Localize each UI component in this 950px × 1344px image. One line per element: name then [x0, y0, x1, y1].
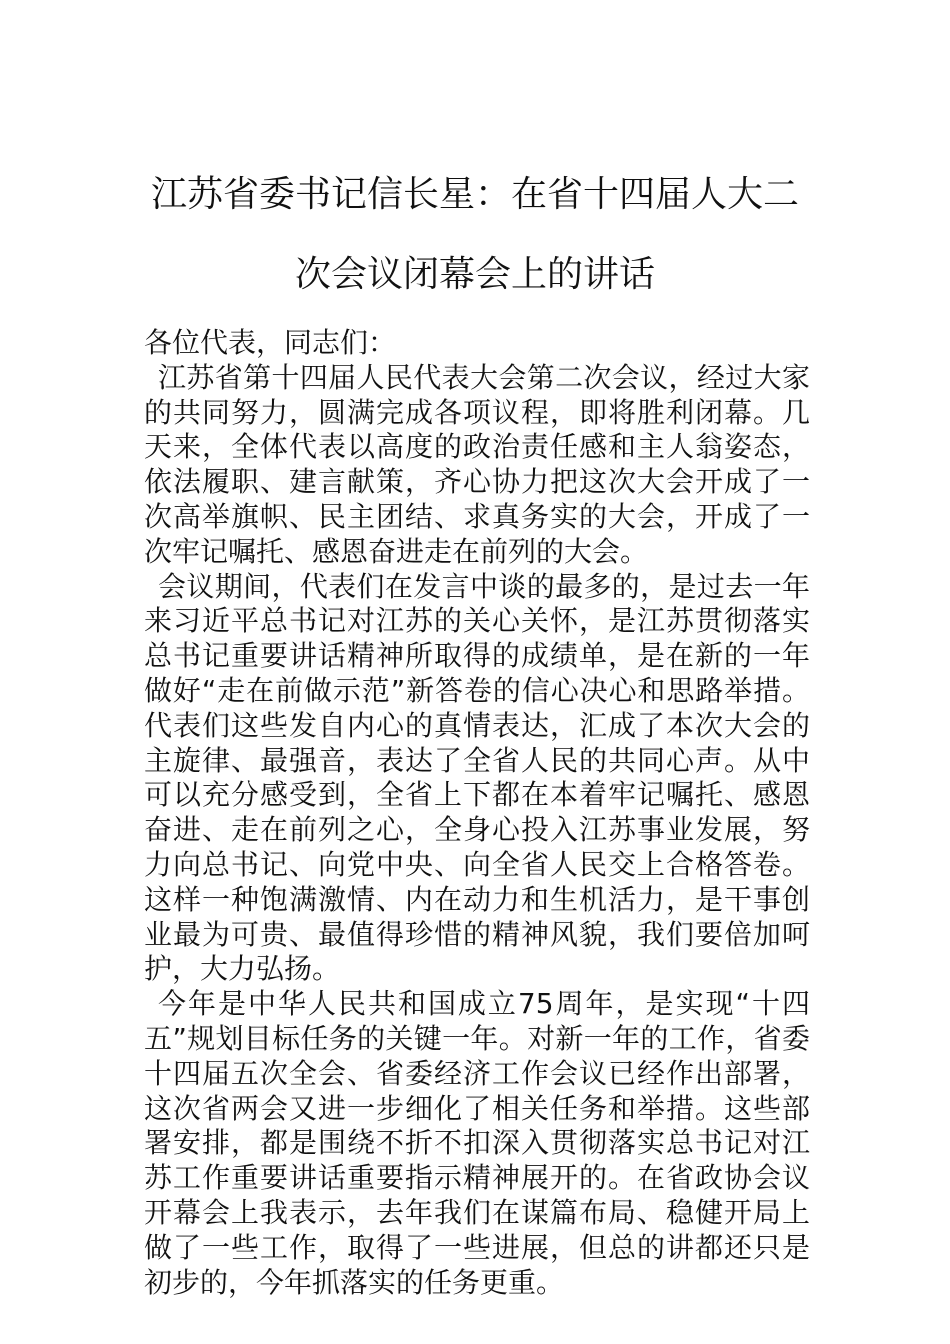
paragraph-1: 江苏省第十四届人民代表大会第二次会议，经过大家的共同努力，圆满完成各项议程，即将胜利闭幕。几天来，全体代表以高度的政治责任感和主人翁姿态，依法履职、建言献策，齐心协力把这次大会开成了一次高举旗帜、民主团结、求真务实的大会，开成了一次牢记嘱托、感恩奋进走在前列的大会。 — [144, 360, 810, 568]
document-body — [144, 326, 810, 1300]
page-title: 江苏省委书记信长星：在省十四届人大二次会议闭幕会上的讲话 — [150, 174, 799, 295]
paragraph-2: 会议期间，代表们在发言中谈的最多的，是过去一年来习近平总书记对江苏的关心关怀，是江苏贯彻落实总书记重要讲话精神所取得的成绩单，是在新的一年做好“走在前做示范”新答卷的信心决心和思路举措。代表们这些发自内心的真情表达，汇成了本次大会的主旋律、最强音，表达了全省人民的共同心声。从中可以充分感受到，全省上下都在本着牢记嘱托、感恩奋进、走在前列之心，全身心投入江苏事业发展，努力向总书记、向党中央、向全省人民交上合格答卷。这样一种饱满激情、内在动力和生机活力，是干事创业最为可贵、最值得珍惜的精神风貌，我们要倍加呵护，大力弘扬。 — [144, 569, 810, 986]
paragraph-3: 今年是中华人民共和国成立75周年，是实现“十四五”规划目标任务的关键一年。对新一年的工作，省委十四届五次全会、省委经济工作会议已经作出部署，这次省两会又进一步细化了相关任务和举措。这些部署安排，都是围绕不折不扣深入贯彻落实总书记对江苏工作重要讲话重要指示精神展开的。在省政协会议开幕会上我表示，去年我们在谋篇布局、稳健开局上做了一些工作，取得了一些进展，但总的讲都还只是初步的，今年抓落实的任务更重。 — [144, 987, 810, 1299]
salutation: 各位代表，同志们： — [144, 326, 397, 359]
